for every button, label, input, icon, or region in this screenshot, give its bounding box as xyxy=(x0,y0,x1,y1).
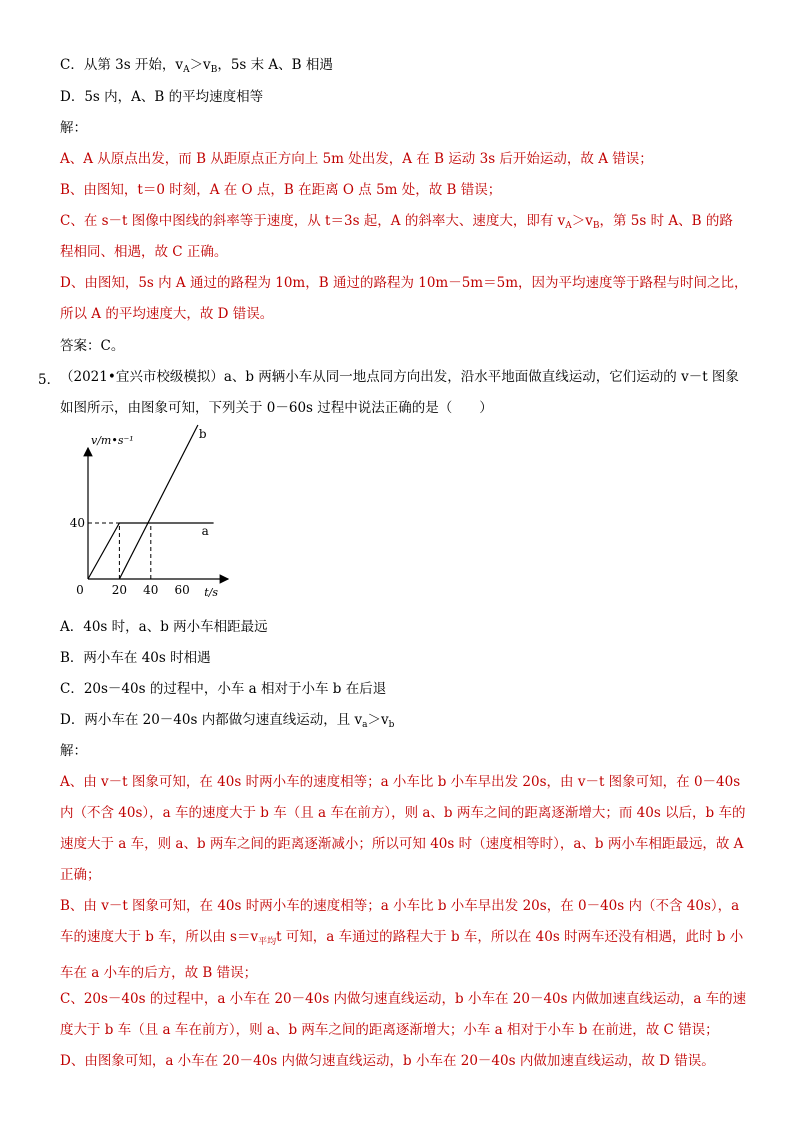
prev-solution-c-line2: 程相同、相遇，故 C 正确。 xyxy=(60,244,228,260)
x-tick-label-0: 0 xyxy=(76,583,84,597)
prev-solution-c-line1: C、在 s－t 图像中图线的斜率等于速度，从 t＝3s 起，A 的斜率大、速度大，即有 $v_A>v_B$，第 5s 时 A、B 的路 xyxy=(60,213,733,231)
solution-a: A、由 v－t 图象可知，在 40s 时两小车的速度相等；a 小车比 b 小车早出发 20s，由 v－t 图象可知，在 0－40s 内（不含 40s），a 车的速度大于 b 车（且 a 车在前方），则 a、b 两车之间的距离逐渐增大；而 40s 以后，b 车的速度大于 a 车，则 a、b 两车之间的距离逐渐减小；所以可知 40s 时（速度相等时），a、b 两小车相距最远，故 A 正确； xyxy=(60,774,746,883)
option-a: A．40s 时，a、b 两小车相距最远 xyxy=(60,619,268,635)
prev-answer: 答案：C。 xyxy=(60,338,125,354)
solution-label: 解： xyxy=(60,743,87,759)
prev-option-c: C．从第 3s 开始，$v_A>v_B$，5s 末 A、B 相遇 xyxy=(60,57,333,75)
prev-option-d: D．5s 内，A、B 的平均速度相等 xyxy=(60,89,264,105)
x-axis-label: t/s xyxy=(204,586,218,597)
x-tick-label-40: 40 xyxy=(143,583,159,597)
series-label-b: b xyxy=(198,427,207,441)
solution-d: D、由图象可知，a 小车在 20－40s 内做匀速直线运动，b 小车在 20－40s 内做加速直线运动，故 D 错误。 xyxy=(60,1053,715,1069)
y-axis-label: v/m•s⁻¹ xyxy=(91,434,134,447)
x-tick-label-20: 20 xyxy=(111,583,128,597)
option-b: B．两小车在 40s 时相遇 xyxy=(60,650,211,666)
prev-solution-d-line2: 所以 A 的平均速度大，故 D 错误。 xyxy=(60,306,274,322)
series-label-a: a xyxy=(201,524,209,538)
question-stem-line2: 如图所示，由图象可知，下列关于 0－60s 过程中说法正确的是（ ） xyxy=(60,400,493,416)
prev-solution-b: B、由图知，t＝0 时刻，A 在 O 点，B 在距离 O 点 5m 处，故 B 错误； xyxy=(60,182,502,198)
question-stem-line1: （2021•宜兴市校级模拟）a、b 两辆小车从同一地点同方向出发，沿水平地面做直线运动，它们运动的 v－t 图象 xyxy=(60,369,739,385)
option-c: C．20s－40s 的过程中，小车 a 相对于小车 b 在后退 xyxy=(60,681,387,697)
series-line-b xyxy=(119,425,197,579)
prev-solution-label: 解： xyxy=(60,120,87,136)
vt-graph xyxy=(70,412,250,597)
solution-c: C、20s－40s 的过程中，a 小车在 20－40s 内做匀速直线运动，b 小车在 20－40s 内做加速直线运动，a 车的速度大于 b 车（且 a 车在前方），则 a、b 两车之间的距离逐渐增大；小车 a 相对于小车 b 在前进，故 C 错误； xyxy=(60,991,747,1038)
prev-solution-a: A、A 从原点出发，而 B 从距原点正方向上 5m 处出发，A 在 B 运动 3s 后开始运动，故 A 错误； xyxy=(60,151,653,167)
option-d: D．两小车在 20－40s 内都做匀速直线运动，且 $v_a>v_b$ xyxy=(60,712,395,730)
prev-solution-d-line1: D、由图知，5s 内 A 通过的路程为 10m，B 通过的路程为 10m－5m＝5m，因为平均速度等于路程与时间之比， xyxy=(60,275,748,291)
solution-b: B、由 v－t 图象可知，在 40s 时两小车的速度相等；a 小车比 b 小车早出发 20s，在 0－40s 内（不含 40s），a 车的速度大于 b 车，所以由 $s=v_{平均}t$ 可知，a 车通过的路程大于 b 车，所以在 40s 时两车还没有相遇，此时 b 小车在 a 小车的后方，故 B 错误； xyxy=(60,898,744,981)
y-tick-label-40: 40 xyxy=(70,516,85,530)
x-tick-label-60: 60 xyxy=(174,583,190,597)
question-number: 5． xyxy=(38,372,61,388)
